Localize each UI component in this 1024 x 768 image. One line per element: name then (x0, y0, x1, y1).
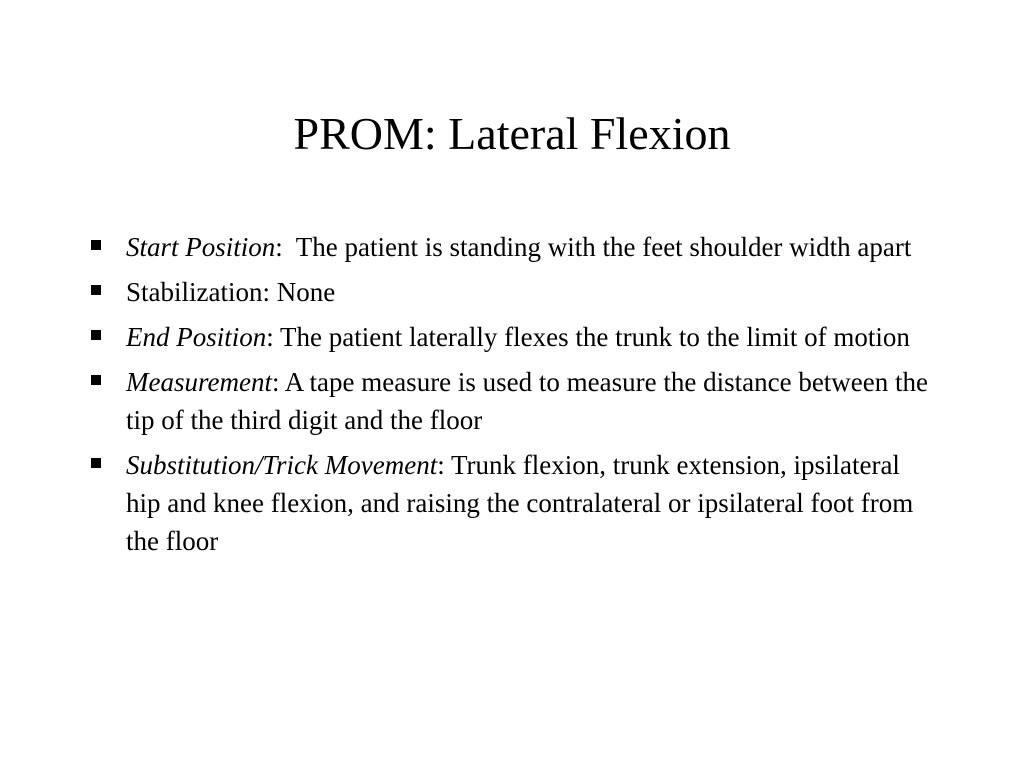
bullet-stabilization (88, 273, 938, 311)
bullet-text: Stabilization: None (126, 277, 336, 307)
bullet-end-position (88, 318, 938, 356)
square-bullet-icon (91, 285, 101, 295)
bullet-text: Trunk flexion, trunk extension, ipsilateral hip and knee flexion, and raising the contralateral or ipsilateral foot from the floor (126, 450, 914, 556)
bullet-term: Measurement (126, 367, 272, 397)
bullet-separator: : (266, 322, 281, 352)
square-bullet-icon (91, 375, 101, 385)
square-bullet-icon (91, 458, 101, 468)
bullet-separator: : (275, 232, 296, 262)
bullet-term: Substitution/Trick Movement (126, 450, 438, 480)
bullet-list (88, 228, 938, 567)
bullet-term: Start Position (126, 232, 276, 262)
square-bullet-icon (91, 330, 101, 340)
bullet-measurement (88, 363, 938, 439)
bullet-text: The patient laterally flexes the trunk to the limit of motion (280, 322, 910, 352)
bullet-separator: : (271, 367, 285, 397)
bullet-start-position (88, 228, 938, 266)
bullet-text: A tape measure is used to measure the distance between the tip of the third digit and the floor (126, 367, 929, 435)
bullet-separator: : (437, 450, 451, 480)
bullet-substitution (88, 446, 938, 560)
slide-title: PROM: Lateral Flexion (293, 108, 731, 159)
square-bullet-icon (91, 240, 101, 250)
bullet-term: End Position (126, 322, 267, 352)
bullet-text: The patient is standing with the feet shoulder width apart (295, 232, 912, 262)
